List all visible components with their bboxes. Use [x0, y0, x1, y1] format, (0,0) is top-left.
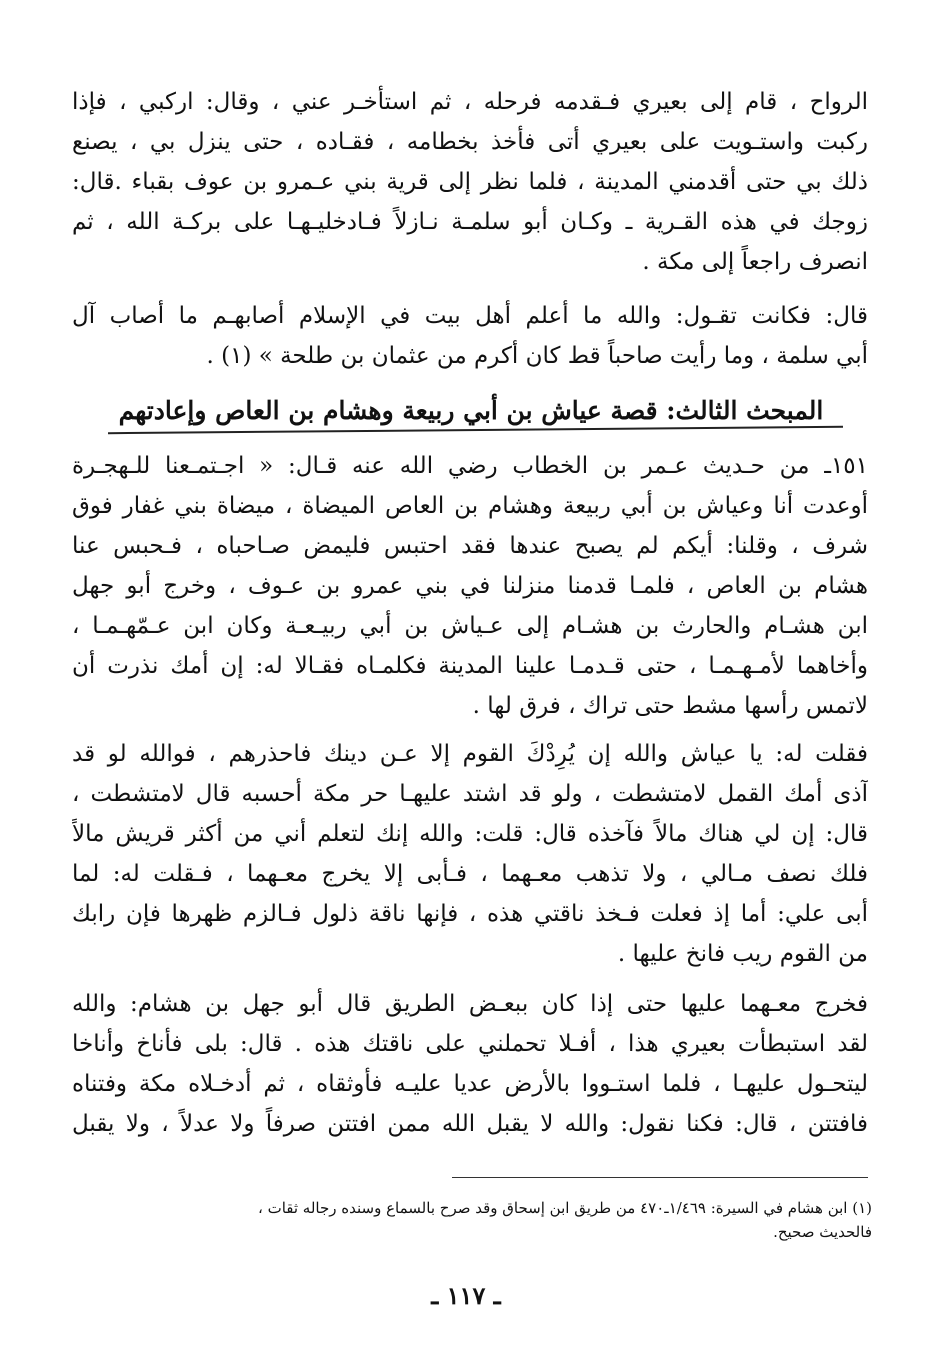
paragraph-5 [72, 984, 868, 1144]
paragraph-3 [72, 446, 868, 726]
page-number: ـ ١١٧ ـ [431, 1281, 501, 1310]
text-line: ذلك بي حتى أقدمني المدينة ، فلما نظر إلى قرية بني عـمرو بن عوف بقباء .قال: [72, 169, 868, 195]
text-line: لقد استبطأت بعيري هذا ، أفـلا تحملني على ناقتك هذه . قال: بلى فأناخ وأناخا [72, 1031, 868, 1057]
text-line: فقلت له: يا عياش والله إن يُرِدْكَ القوم إلا عـن دينك فاحذرهم ، فوالله لو قد [72, 741, 868, 767]
text-line: لاتمس رأسها مشط حتى تراك ، فرق لها . [472, 693, 868, 719]
text-line: فلك نصف مـالي ، ولا تذهب معـهما ، فـأبى إلا يخرج معـهما ، فـقلت له: لما [72, 861, 868, 887]
text-line: الرواح ، قام إلى بعيري فـقدمه فرحله ، ثم استأخـر عني ، وقال: اركبي ، فإذا [72, 89, 868, 115]
text-line: وأخاهما لأمـهـمـا ، حتى قـدمـا علينا المدينة فكلمـاه فقـالا له: إن أمك نذرت أن [72, 653, 868, 679]
text-line: انصرف راجعاً إلى مكة . [642, 249, 868, 275]
text-line: ابن هشـام والحارث بن هشـام إلى عـياش بن أبي ربيـعـة وكان ابن عـمّهـمـا ، [72, 613, 868, 639]
text-line: أوعدت أنا وعياش بن أبي ربيعة وهشام بن العاص الميضاة ، ميضاة بني غفار فوق [72, 493, 868, 519]
text-line: ١٥١ـ من حـديث عـمر بن الخطاب رضي الله عنه قـال: « اجـتمـعنا للـهجـرة [72, 453, 868, 479]
section-heading: المبحث الثالث: قصة عياش بن أبي ربيعة وهشام بن العاص وإعادتهم [118, 396, 824, 425]
text-line: هشام بن العاص ، فلمـا قدمنا منزلنا في بني عمرو بن عـوف ، وخرج أبو جهل [72, 573, 868, 599]
footnote-line: (١) ابن هشام في السيرة: ١/٤٦٩ـ٤٧٠ من طريق ابن إسحاق وقد صرح بالسماع وسنده رجاله ثقات ، [257, 1199, 872, 1217]
text-line: آذى أمك القمل لامتشطت ، ولو قد اشتد عليهـا حر مكة أحسبه قال لامتشطت ، [72, 781, 868, 807]
text-line: فافتتن ، قال: فكنا نقول: والله لا يقبل الله ممن افتتن صرفاً ولا عدلاً ، ولا يقبل [72, 1111, 868, 1137]
footnote-separator [452, 1177, 868, 1178]
text-line: زوجك في هذه القـرية ـ وكـان أبو سلمـة نـازلاً فـادخليـهـا على بركـة الله ، ثم [72, 209, 868, 235]
text-line: أبى علي: أما إذ فعلت فـخذ ناقتي هذه ، فإنها ناقة ذلول فـالزم ظهرها فإن رابك [72, 901, 868, 927]
footnote-line: فالحديث صحيح. [773, 1223, 872, 1241]
text-line: ركبت واستـويت على بعيري أتى فأخذ بخطامه ، فقـاده ، حتى ينزل بي ، يصنع [72, 129, 868, 155]
text-line: ليتحـول عليهـا ، فلما استـووا بالأرض عديا عليـه فأوثقاه ، ثم أدخـلاه مكة وفتناه [72, 1071, 868, 1097]
paragraph-1 [72, 82, 868, 282]
paragraph-2 [72, 296, 868, 376]
text-line: قال: إن لي هناك مالاً فآخذه قال: قلت: والله إنك لتعلم أني من أكثر قريش مالاً [72, 821, 868, 847]
paragraph-4 [72, 734, 868, 974]
footnote [72, 1196, 872, 1244]
text-line: أبي سلمة ، وما رأيت صاحباً قط كان أكرم من عثمان بن طلحة » (١) . [206, 343, 868, 369]
text-line: من القوم ريب فانخ عليها . [617, 941, 868, 967]
text-line: قال: فكانت تقـول: والله ما أعلم أهل بيت في الإسلام أصابهـم ما أصاب آل [72, 303, 868, 329]
text-line: فخرج معـهما عليها حتى إذا كان ببعـض الطريق قال أبو جهل بن هشام: والله [72, 991, 868, 1017]
text-line: شرف ، وقلنا: أيكم لم يصبح عندها فقد احتبس فليمض صـاحباه ، فـحبس عنا [72, 533, 868, 559]
